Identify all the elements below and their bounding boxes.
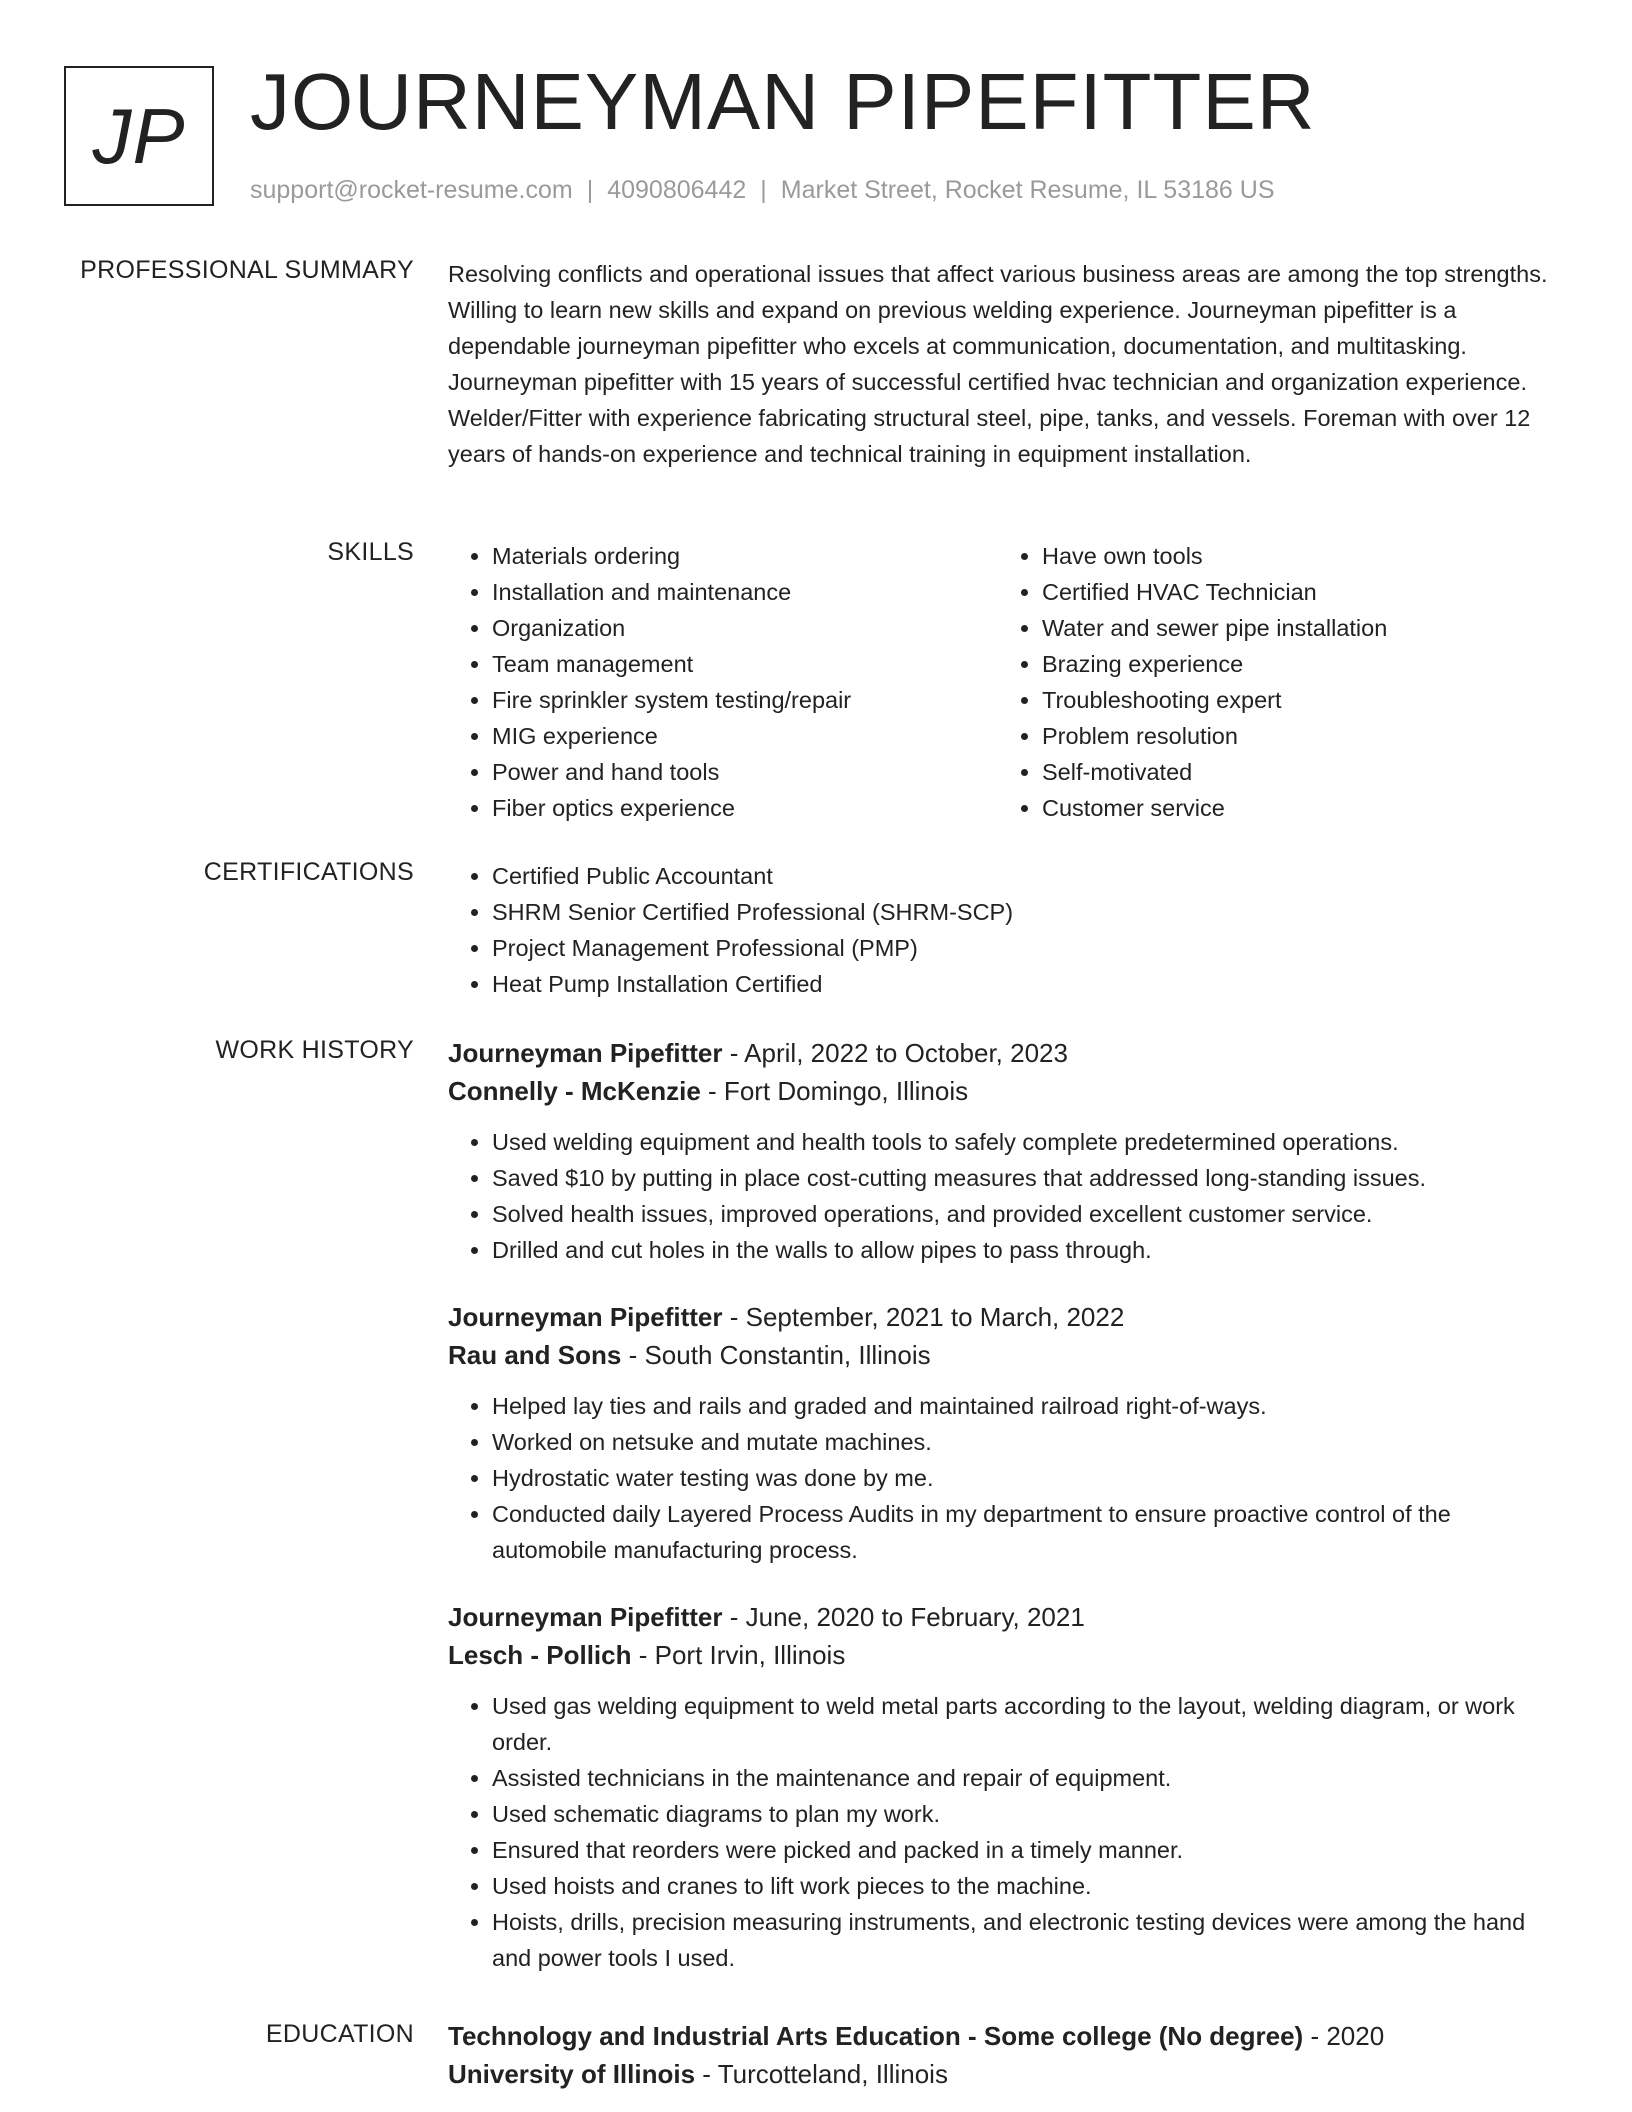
skill-item: • Fiber optics experience (492, 790, 998, 826)
job-bullets (448, 1124, 1548, 1268)
job-bullet: • Conducted daily Layered Process Audits in my department to ensure proactive control of the automobile manufacturing process. (492, 1496, 1548, 1568)
skills-list-left (448, 538, 998, 826)
job-bullets (448, 1388, 1548, 1568)
job-bullet: • Helped lay ties and rails and graded and maintained railroad right-of-ways. (492, 1388, 1548, 1424)
job-company-line (448, 1072, 1548, 1110)
job-company: Lesch - Pollich (448, 1640, 632, 1670)
job-bullet: • Ensured that reorders were picked and packed in a timely manner. (492, 1832, 1548, 1868)
certifications-list (448, 858, 1548, 1002)
summary-text: Resolving conflicts and operational issues that affect various business areas are among the top strengths. Willing to learn new skills and expand on previous welding experience. Journeyman pipefitter is a dependable journeyman pipefitter who excels at communication, documentation, and multitasking. Journeyman pipefitter with 15 years of successful certified hvac technician and organization experience. Welder/Fitter with experience fabricating structural steel, pipe, tanks, and vessels. Foreman with over 12 years of hands-on experience and technical training in equipment installation. (448, 261, 1548, 467)
skill-item: • Have own tools (1042, 538, 1548, 574)
contact-email[interactable]: support@rocket-resume.com (250, 176, 573, 204)
skills-label: SKILLS (327, 538, 414, 566)
job-bullet: • Hydrostatic water testing was done by me. (492, 1460, 1548, 1496)
job-bullet: • Drilled and cut holes in the walls to allow pipes to pass through. (492, 1232, 1548, 1268)
education-degree-line (448, 2017, 1548, 2055)
job-title-line (448, 1598, 1548, 1636)
skills-section (448, 538, 1548, 826)
skill-item: • Certified HVAC Technician (1042, 574, 1548, 610)
job-bullet: • Used schematic diagrams to plan my work. (492, 1796, 1548, 1832)
skill-item: • Organization (492, 610, 998, 646)
education-degree: Technology and Industrial Arts Education - Some college (No degree) (448, 2021, 1304, 2051)
monogram-badge: JP (64, 66, 214, 206)
education-school-line (448, 2055, 1548, 2093)
job-title-line (448, 1298, 1548, 1336)
contact-separator: | (760, 176, 767, 204)
job-title-line (448, 1034, 1548, 1072)
job-bullet: • Solved health issues, improved operations, and provided excellent customer service. (492, 1196, 1548, 1232)
job-entry (448, 1298, 1548, 1568)
skill-item: • Brazing experience (1042, 646, 1548, 682)
job-bullet: • Used gas welding equipment to weld metal parts according to the layout, welding diagram, or work order. (492, 1688, 1548, 1760)
job-dates: - June, 2020 to February, 2021 (722, 1602, 1085, 1632)
skill-item: • Problem resolution (1042, 718, 1548, 754)
summary-label: PROFESSIONAL SUMMARY (80, 256, 414, 284)
job-title: Journeyman Pipefitter (448, 1302, 723, 1332)
contact-line (250, 174, 1275, 206)
job-dates: - April, 2022 to October, 2023 (722, 1038, 1068, 1068)
skill-item: • Customer service (1042, 790, 1548, 826)
job-company-line (448, 1336, 1548, 1374)
job-entry (448, 1598, 1548, 1976)
job-location: - Port Irvin, Illinois (631, 1640, 846, 1670)
job-bullet: • Assisted technicians in the maintenance and repair of equipment. (492, 1760, 1548, 1796)
job-title: Journeyman Pipefitter (448, 1038, 723, 1068)
skill-item: • Water and sewer pipe installation (1042, 610, 1548, 646)
job-bullet: • Worked on netsuke and mutate machines. (492, 1424, 1548, 1460)
skills-list-right (998, 538, 1548, 826)
job-location: - Fort Domingo, Illinois (700, 1076, 969, 1106)
certification-item: • SHRM Senior Certified Professional (SHRM-SCP) (492, 894, 1548, 930)
job-bullet: • Saved $10 by putting in place cost-cutting measures that addressed long-standing issues. (492, 1160, 1548, 1196)
job-bullet: • Used welding equipment and health tools to safely complete predetermined operations. (492, 1124, 1548, 1160)
job-company: Rau and Sons (448, 1340, 622, 1370)
resume-name: JOURNEYMAN PIPEFITTER (250, 57, 1316, 146)
certification-item: • Project Management Professional (PMP) (492, 930, 1548, 966)
work-history-label: WORK HISTORY (215, 1036, 414, 1064)
education-label: EDUCATION (265, 2020, 414, 2048)
certification-item: • Heat Pump Installation Certified (492, 966, 1548, 1002)
job-dates: - September, 2021 to March, 2022 (722, 1302, 1125, 1332)
skill-item: • Team management (492, 646, 998, 682)
skill-item: • Materials ordering (492, 538, 998, 574)
contact-phone[interactable]: 4090806442 (607, 176, 747, 204)
education-school: University of Illinois (448, 2059, 696, 2089)
job-location: - South Constantin, Illinois (621, 1340, 931, 1370)
job-company: Connelly - McKenzie (448, 1076, 701, 1106)
contact-address: Market Street, Rocket Resume, IL 53186 US (780, 176, 1275, 204)
work-history-section (448, 1034, 1548, 2006)
job-bullet: • Used hoists and cranes to lift work pieces to the machine. (492, 1868, 1548, 1904)
certifications-label: CERTIFICATIONS (203, 858, 414, 886)
job-bullet: • Hoists, drills, precision measuring instruments, and electronic testing devices were among the hand and power tools I used. (492, 1904, 1548, 1976)
skill-item: • Power and hand tools (492, 754, 998, 790)
job-company-line (448, 1636, 1548, 1674)
job-title: Journeyman Pipefitter (448, 1602, 723, 1632)
contact-separator: | (586, 176, 594, 204)
job-bullets (448, 1688, 1548, 1976)
job-entry (448, 1034, 1548, 1268)
summary-section (448, 256, 1548, 472)
education-location: - Turcotteland, Illinois (695, 2059, 948, 2089)
certification-item: • Certified Public Accountant (492, 858, 1548, 894)
education-year: - 2020 (1303, 2021, 1385, 2051)
skill-item: • MIG experience (492, 718, 998, 754)
skill-item: • Installation and maintenance (492, 574, 998, 610)
skill-item: • Troubleshooting expert (1042, 682, 1548, 718)
education-section (448, 2017, 1548, 2093)
skill-item: • Fire sprinkler system testing/repair (492, 682, 998, 718)
skill-item: • Self-motivated (1042, 754, 1548, 790)
certifications-section (448, 858, 1548, 1002)
